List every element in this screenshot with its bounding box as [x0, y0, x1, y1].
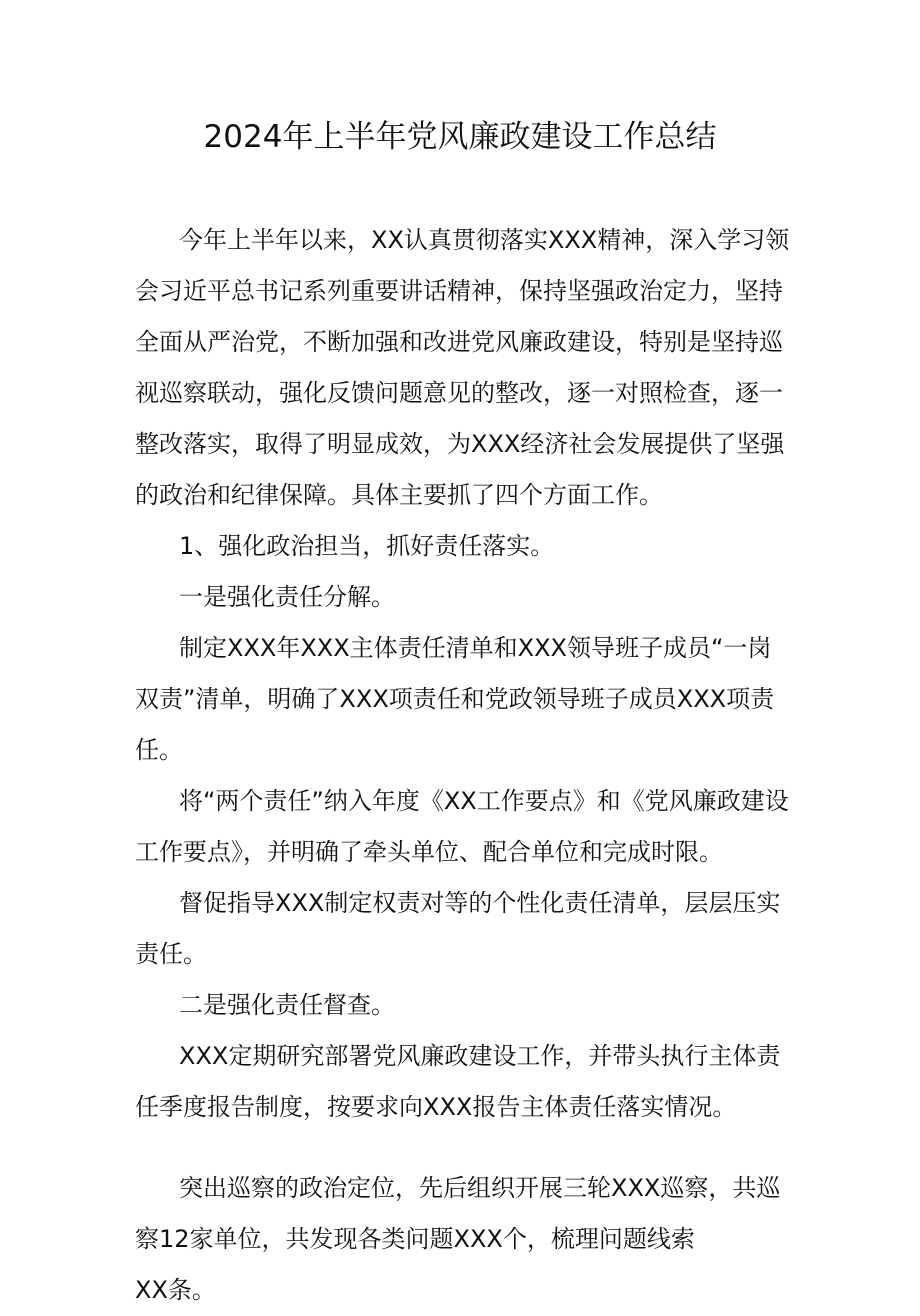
paragraph-section-heading-1: 1、强化政治担当，抓好责任落实。 [179, 532, 555, 560]
paragraph-subheading-2: 二是强化责任督查。 [179, 991, 395, 1019]
paragraph-regular-study: XXX定期研究部署党风廉政建设工作，并带头执行主体责任季度报告制度，按要求向XXX报告主体责任落实情况。 [135, 1042, 781, 1121]
document-title: 2024年上半年党风廉政建设工作总结 [203, 119, 717, 155]
paragraph-gap [135, 1133, 795, 1163]
paragraph-clue-count: XX条。 [135, 1276, 216, 1304]
paragraph-inspection: 突出巡察的政治定位，先后组织开展三轮XXX巡察，共巡察12家单位，共发现各类问题XXX个，梳理问题线索 [135, 1174, 781, 1253]
paragraph-two-responsibilities: 将“两个责任”纳入年度《XX工作要点》和《党风廉政建设工作要点》，并明确了牵头单位、配合单位和完成时限。 [135, 787, 789, 866]
paragraph-intro: 今年上半年以来，XX认真贯彻落实XXX精神，深入学习领会习近平总书记系列重要讲话精神，保持坚强政治定力，坚持全面从严治党，不断加强和改进党风廉政建设，特别是坚持巡视巡察联动，强化反馈问题意见的整改，逐一对照检查，逐一整改落实，取得了明显成效，为XXX经济社会发展提供了坚强的政治和纪律保障。具体主要抓了四个方面工作。 [135, 226, 790, 509]
paragraph-supervision-guidance: 督促指导XXX制定权责对等的个性化责任清单，层层压实责任。 [135, 889, 781, 968]
document-body [135, 215, 795, 1316]
paragraph-subheading-1: 一是强化责任分解。 [179, 583, 395, 611]
paragraph-responsibility-list: 制定XXX年XXX主体责任清单和XXX领导班子成员“一岗双责”清单，明确了XXX项责任和党政领导班子成员XXX项责任。 [135, 634, 775, 764]
